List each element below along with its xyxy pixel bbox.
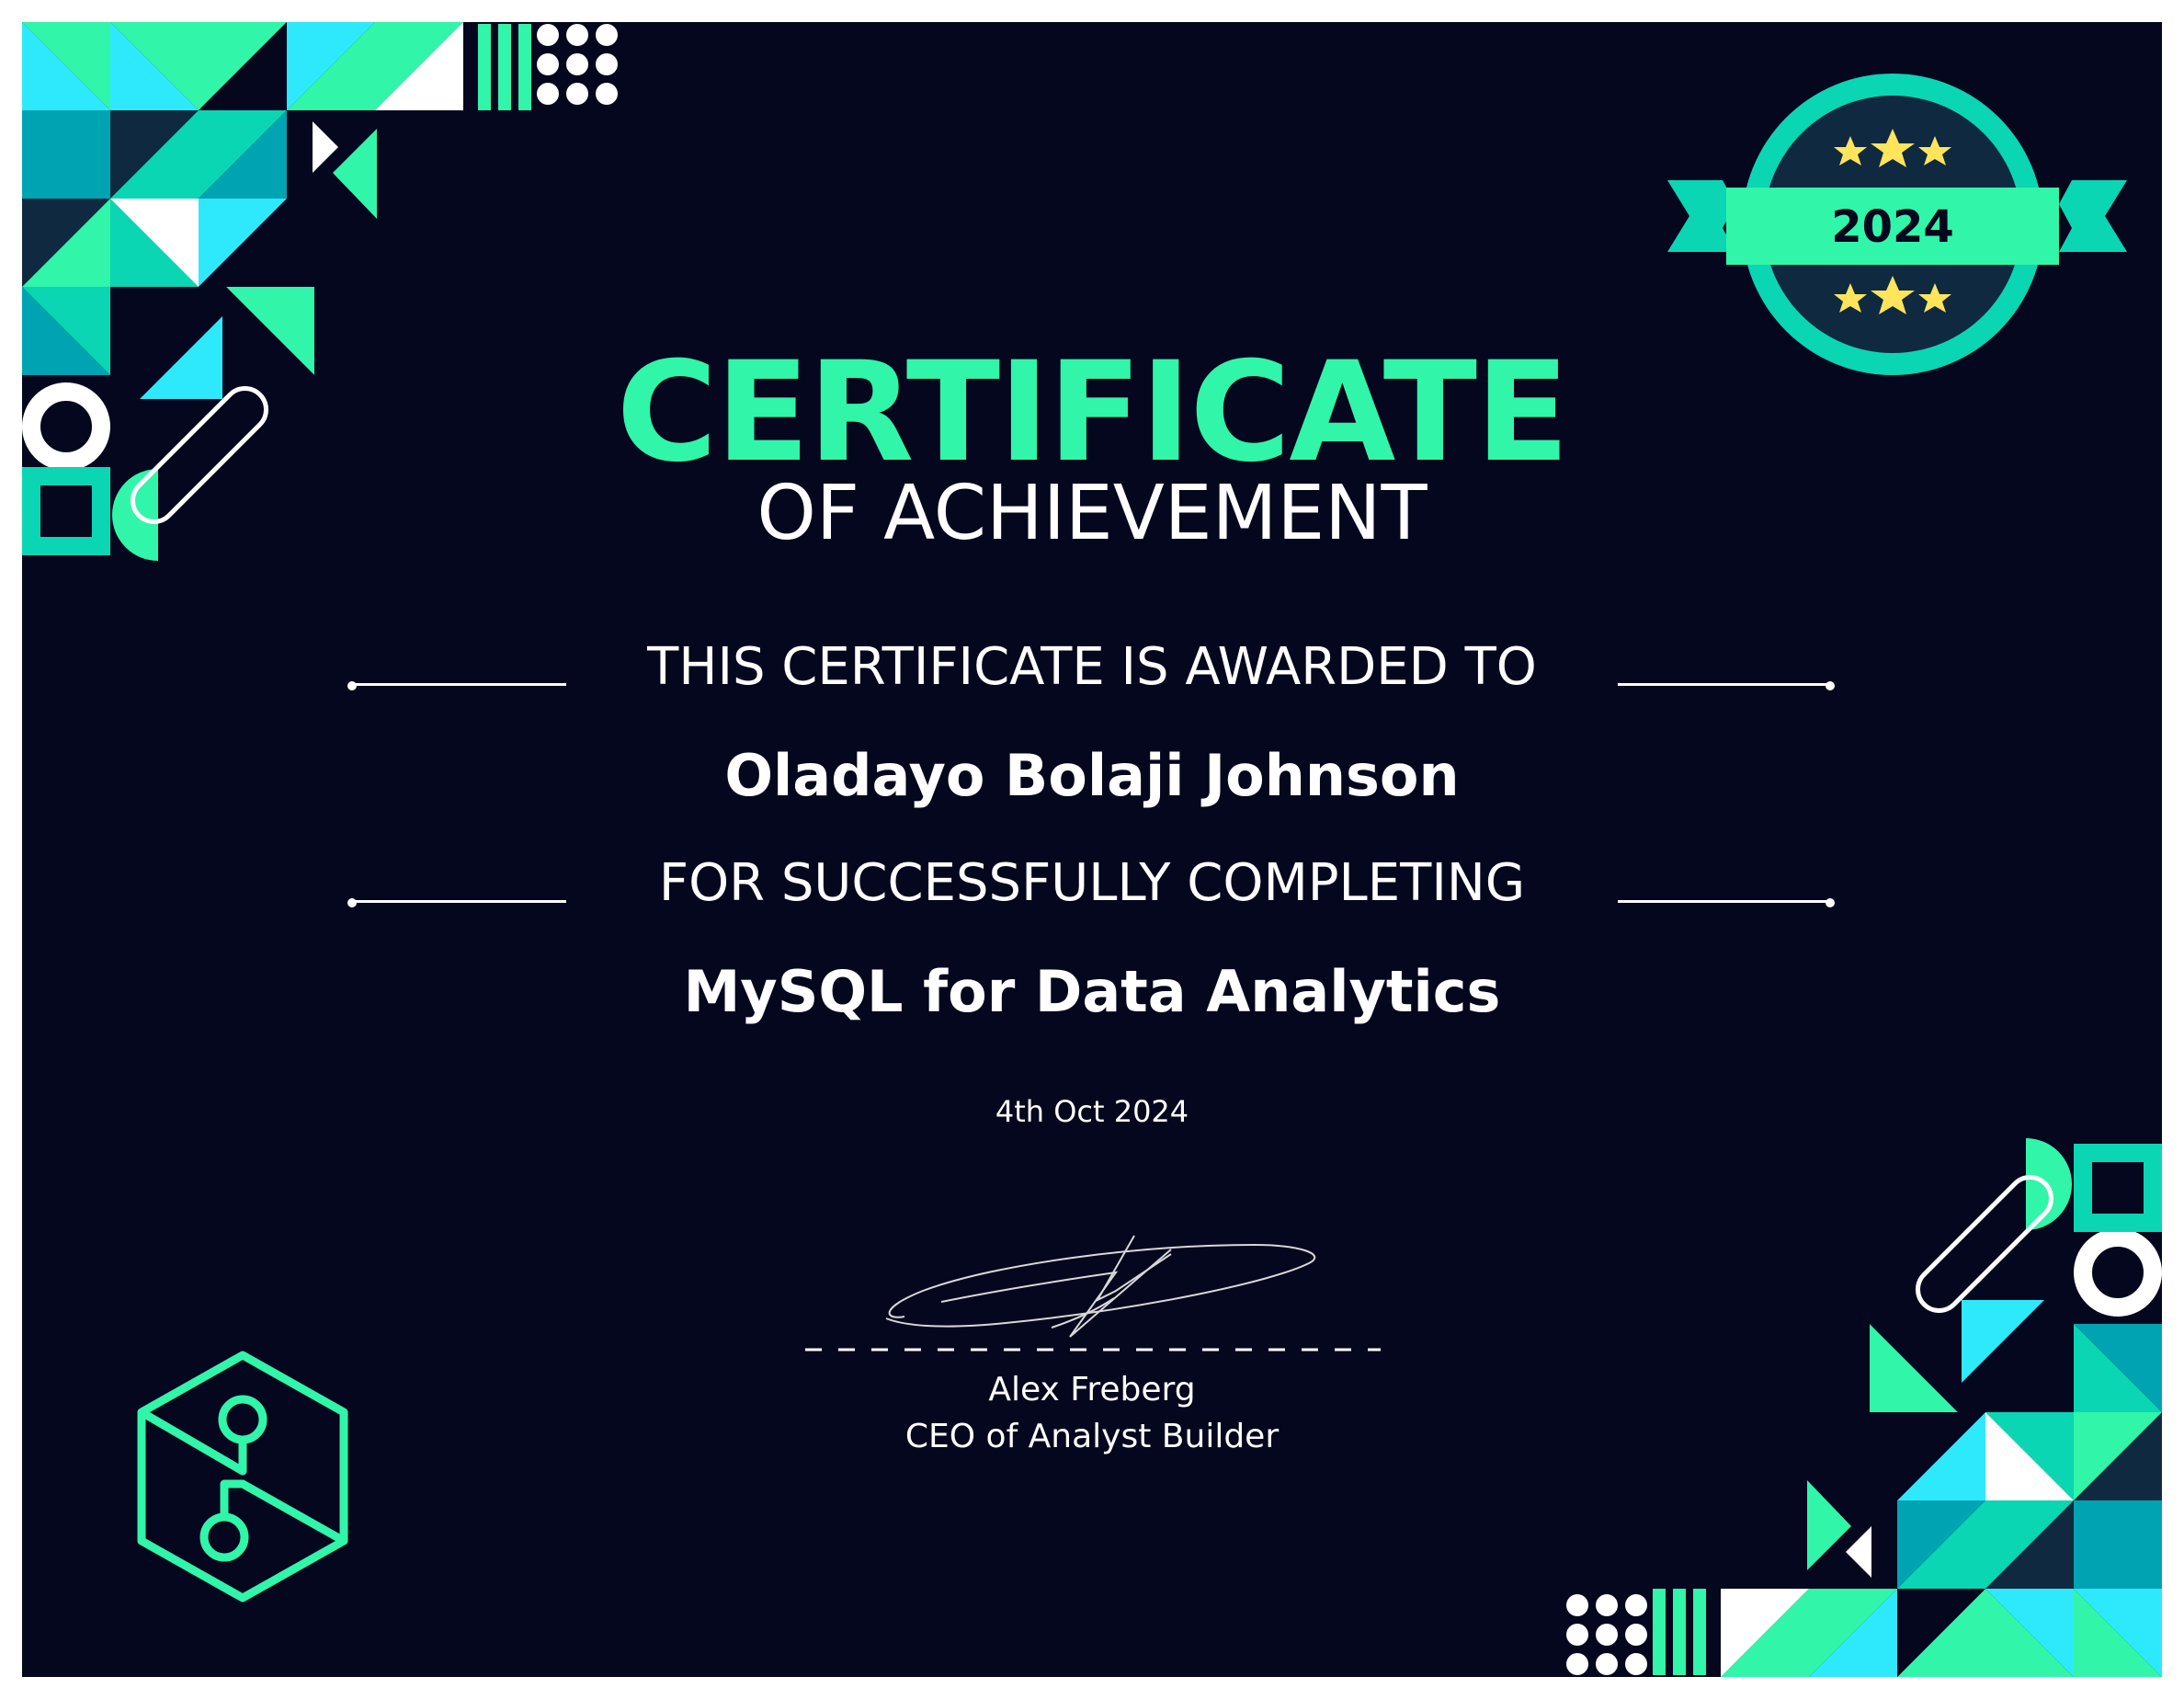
right-rule-1 — [1618, 683, 1831, 686]
certificate-subtitle: OF ACHIEVEMENT — [756, 470, 1428, 557]
right-rule-2 — [1618, 900, 1831, 903]
awarded-label: THIS CERTIFICATE IS AWARDED TO — [647, 637, 1537, 697]
issue-date: 4th Oct 2024 — [995, 1094, 1189, 1129]
signature-dashed-line — [805, 1346, 1381, 1353]
completing-label: FOR SUCCESSFULLY COMPLETING — [658, 853, 1526, 913]
signature — [868, 1217, 1346, 1355]
right-rule-dot-1 — [1826, 681, 1835, 690]
right-rule-dot-2 — [1826, 898, 1835, 907]
recipient-name: Oladayo Bolaji Johnson — [724, 742, 1460, 809]
signer-title: CEO of Analyst Builder — [904, 1418, 1280, 1455]
certificate — [22, 22, 2162, 1677]
signer-name: Alex Freberg — [988, 1371, 1196, 1409]
badge-year: 2024 — [1831, 201, 1954, 253]
course-name: MySQL for Data Analytics — [683, 958, 1501, 1025]
certificate-title: CERTIFICATE — [616, 333, 1568, 493]
